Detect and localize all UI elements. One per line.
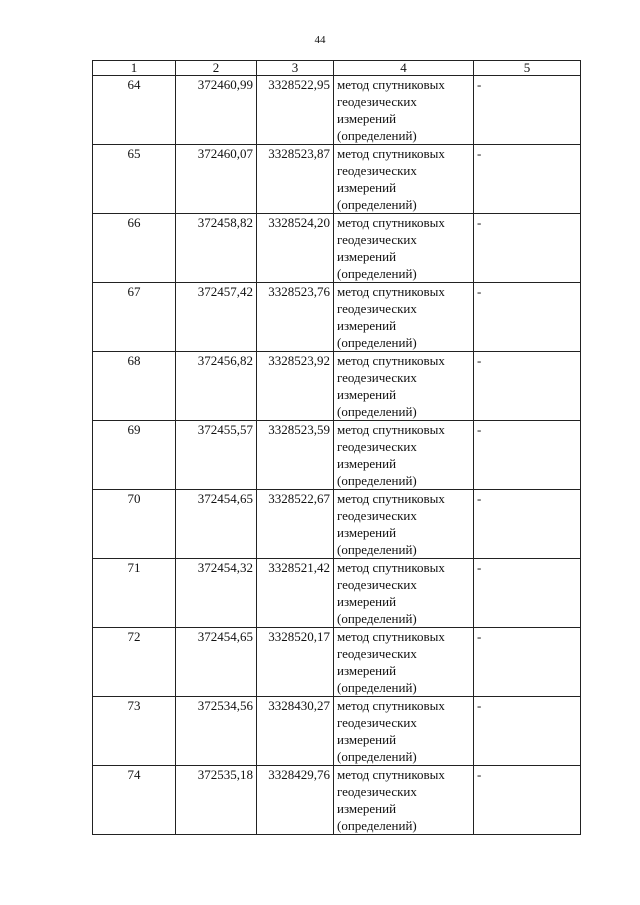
method-line: метод спутниковых bbox=[337, 77, 445, 92]
table-row bbox=[93, 214, 581, 283]
y-coordinate-cell: 3328429,76 bbox=[257, 766, 334, 835]
method-line: метод спутниковых bbox=[337, 353, 445, 368]
method-line: метод спутниковых bbox=[337, 215, 445, 230]
method-cell bbox=[334, 145, 474, 214]
x-coordinate-cell: 372454,65 bbox=[176, 490, 257, 559]
x-coordinate-cell: 372457,42 bbox=[176, 283, 257, 352]
method-line: геодезических bbox=[337, 646, 417, 661]
method-line: геодезических bbox=[337, 163, 417, 178]
table-row bbox=[93, 490, 581, 559]
method-line: измерений bbox=[337, 180, 397, 195]
method-line: геодезических bbox=[337, 439, 417, 454]
y-coordinate-cell: 3328523,92 bbox=[257, 352, 334, 421]
method-line: геодезических bbox=[337, 232, 417, 247]
column-header-3: 3 bbox=[257, 61, 334, 76]
method-line: (определений) bbox=[337, 818, 417, 833]
point-number-cell: 65 bbox=[93, 145, 176, 214]
coordinates-table bbox=[92, 60, 581, 835]
method-line: геодезических bbox=[337, 370, 417, 385]
method-line: геодезических bbox=[337, 784, 417, 799]
point-number-cell: 67 bbox=[93, 283, 176, 352]
y-coordinate-cell: 3328520,17 bbox=[257, 628, 334, 697]
method-line: (определений) bbox=[337, 473, 417, 488]
method-line: (определений) bbox=[337, 128, 417, 143]
method-line: измерений bbox=[337, 594, 397, 609]
point-number-cell: 66 bbox=[93, 214, 176, 283]
x-coordinate-cell: 372455,57 bbox=[176, 421, 257, 490]
page-number: 44 bbox=[314, 34, 326, 46]
method-cell bbox=[334, 283, 474, 352]
x-coordinate-cell: 372454,65 bbox=[176, 628, 257, 697]
method-cell bbox=[334, 697, 474, 766]
note-cell: - bbox=[474, 76, 581, 145]
x-coordinate-cell: 372454,32 bbox=[176, 559, 257, 628]
method-line: измерений bbox=[337, 801, 397, 816]
note-cell: - bbox=[474, 490, 581, 559]
method-line: (определений) bbox=[337, 542, 417, 557]
x-coordinate-cell: 372456,82 bbox=[176, 352, 257, 421]
method-line: метод спутниковых bbox=[337, 284, 445, 299]
method-line: метод спутниковых bbox=[337, 560, 445, 575]
method-line: метод спутниковых bbox=[337, 422, 445, 437]
method-line: метод спутниковых bbox=[337, 146, 445, 161]
point-number-cell: 70 bbox=[93, 490, 176, 559]
y-coordinate-cell: 3328522,67 bbox=[257, 490, 334, 559]
x-coordinate-cell: 372460,07 bbox=[176, 145, 257, 214]
method-cell bbox=[334, 421, 474, 490]
table-row bbox=[93, 697, 581, 766]
table-row bbox=[93, 283, 581, 352]
table-body bbox=[93, 76, 581, 835]
method-line: измерений bbox=[337, 318, 397, 333]
table-header-row bbox=[93, 61, 581, 76]
y-coordinate-cell: 3328430,27 bbox=[257, 697, 334, 766]
table-row bbox=[93, 766, 581, 835]
method-line: метод спутниковых bbox=[337, 491, 445, 506]
method-line: (определений) bbox=[337, 404, 417, 419]
note-cell: - bbox=[474, 766, 581, 835]
method-line: измерений bbox=[337, 249, 397, 264]
method-cell bbox=[334, 490, 474, 559]
y-coordinate-cell: 3328521,42 bbox=[257, 559, 334, 628]
point-number-cell: 68 bbox=[93, 352, 176, 421]
column-header-1: 1 bbox=[93, 61, 176, 76]
x-coordinate-cell: 372535,18 bbox=[176, 766, 257, 835]
y-coordinate-cell: 3328523,76 bbox=[257, 283, 334, 352]
point-number-cell: 73 bbox=[93, 697, 176, 766]
note-cell: - bbox=[474, 559, 581, 628]
note-cell: - bbox=[474, 214, 581, 283]
y-coordinate-cell: 3328523,59 bbox=[257, 421, 334, 490]
method-line: (определений) bbox=[337, 749, 417, 764]
y-coordinate-cell: 3328524,20 bbox=[257, 214, 334, 283]
method-cell bbox=[334, 352, 474, 421]
method-line: измерений bbox=[337, 387, 397, 402]
column-header-5: 5 bbox=[474, 61, 581, 76]
method-line: геодезических bbox=[337, 715, 417, 730]
column-header-2: 2 bbox=[176, 61, 257, 76]
method-line: метод спутниковых bbox=[337, 698, 445, 713]
table-row bbox=[93, 421, 581, 490]
method-line: измерений bbox=[337, 732, 397, 747]
method-line: геодезических bbox=[337, 301, 417, 316]
method-line: геодезических bbox=[337, 577, 417, 592]
column-header-4: 4 bbox=[334, 61, 474, 76]
method-line: измерений bbox=[337, 456, 397, 471]
x-coordinate-cell: 372460,99 bbox=[176, 76, 257, 145]
table-row bbox=[93, 145, 581, 214]
note-cell: - bbox=[474, 283, 581, 352]
method-cell bbox=[334, 766, 474, 835]
point-number-cell: 74 bbox=[93, 766, 176, 835]
method-line: измерений bbox=[337, 111, 397, 126]
method-line: (определений) bbox=[337, 335, 417, 350]
method-line: измерений bbox=[337, 525, 397, 540]
note-cell: - bbox=[474, 697, 581, 766]
y-coordinate-cell: 3328523,87 bbox=[257, 145, 334, 214]
method-line: (определений) bbox=[337, 680, 417, 695]
x-coordinate-cell: 372534,56 bbox=[176, 697, 257, 766]
method-line: геодезических bbox=[337, 94, 417, 109]
table-row bbox=[93, 559, 581, 628]
method-line: метод спутниковых bbox=[337, 629, 445, 644]
table-row bbox=[93, 76, 581, 145]
method-cell bbox=[334, 559, 474, 628]
method-line: (определений) bbox=[337, 266, 417, 281]
method-line: геодезических bbox=[337, 508, 417, 523]
note-cell: - bbox=[474, 421, 581, 490]
point-number-cell: 72 bbox=[93, 628, 176, 697]
method-line: измерений bbox=[337, 663, 397, 678]
method-cell bbox=[334, 214, 474, 283]
table-row bbox=[93, 352, 581, 421]
method-line: (определений) bbox=[337, 197, 417, 212]
method-line: (определений) bbox=[337, 611, 417, 626]
point-number-cell: 71 bbox=[93, 559, 176, 628]
note-cell: - bbox=[474, 628, 581, 697]
table-row bbox=[93, 628, 581, 697]
note-cell: - bbox=[474, 145, 581, 214]
point-number-cell: 69 bbox=[93, 421, 176, 490]
point-number-cell: 64 bbox=[93, 76, 176, 145]
y-coordinate-cell: 3328522,95 bbox=[257, 76, 334, 145]
method-cell bbox=[334, 76, 474, 145]
note-cell: - bbox=[474, 352, 581, 421]
method-cell bbox=[334, 628, 474, 697]
method-line: метод спутниковых bbox=[337, 767, 445, 782]
x-coordinate-cell: 372458,82 bbox=[176, 214, 257, 283]
